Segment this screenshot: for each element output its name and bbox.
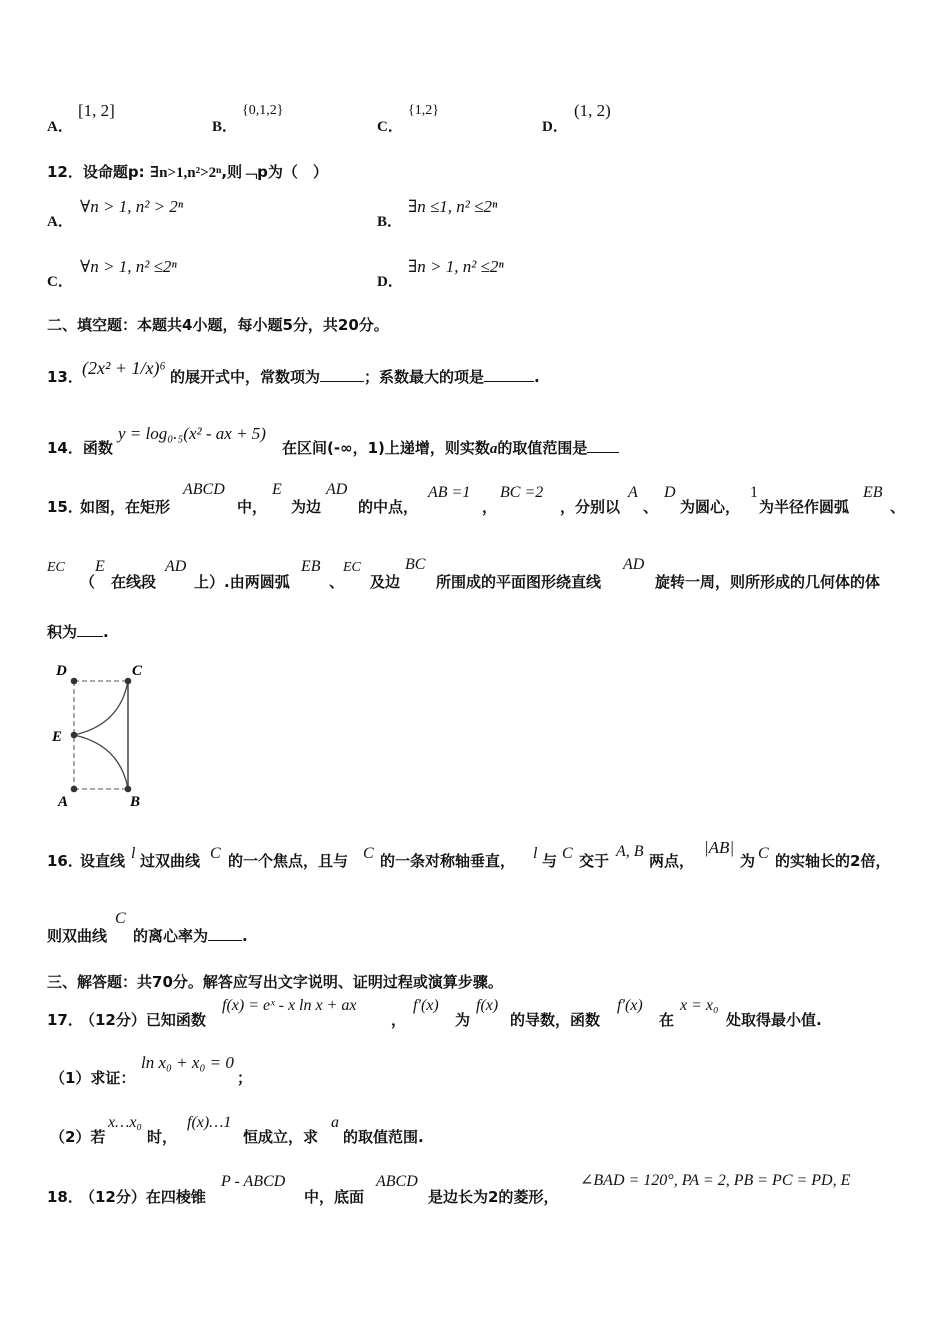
q16-line2 xyxy=(133,925,248,946)
q15-m1: ABCD xyxy=(183,481,225,498)
q18-number: 18． xyxy=(47,1188,83,1206)
point-c xyxy=(125,678,132,685)
q15-m11: A xyxy=(628,484,638,501)
q14-pre: 函数 xyxy=(82,439,113,457)
q15-l2-m2: E xyxy=(95,558,105,575)
q18-m5: ∠BAD = 120°, PA = 2, PB = PC = PD, E xyxy=(580,1172,851,1189)
q14-text xyxy=(282,437,619,458)
q17-t6: 的导数，函数 xyxy=(510,1011,601,1029)
q15-m3: E xyxy=(272,481,282,498)
q18-t4: 是边长为2的菱形， xyxy=(428,1188,559,1206)
q15-t16: 为半径作圆弧 xyxy=(759,498,850,516)
question-number: 12． xyxy=(47,163,83,181)
answer-blank xyxy=(320,367,364,382)
answer-blank xyxy=(208,926,242,941)
q17-part2-m1: x…x₀ xyxy=(108,1114,142,1131)
q13-text xyxy=(170,366,540,387)
q15-line3 xyxy=(47,621,109,642)
label-a: A xyxy=(58,794,69,810)
q16-line2-end: . xyxy=(242,927,248,945)
q12-condition: ∃n>1,n²>2ⁿ xyxy=(149,165,222,181)
q17-t8: 在 xyxy=(659,1011,675,1029)
q16-t4: 的一个焦点，且与 xyxy=(228,852,349,870)
point-d xyxy=(71,678,78,685)
q15-l2-m6: EB xyxy=(301,558,321,575)
q15-m17: EB xyxy=(863,484,883,501)
label-c: C xyxy=(132,663,143,679)
q15-figure xyxy=(48,656,158,816)
answer-blank xyxy=(587,438,619,453)
q17-m7: f′(x) xyxy=(617,997,643,1014)
q17-m9: x = x₀ xyxy=(680,997,719,1014)
q15-line3-end: . xyxy=(103,623,109,641)
q11-option-a xyxy=(47,115,73,136)
q12-stem-pre: 设命题p: xyxy=(82,163,150,181)
q16-t10: 交于 xyxy=(579,852,610,870)
q16-m11: A, B xyxy=(616,843,644,860)
q17-t10: 处取得最小值. xyxy=(726,1011,822,1029)
arc-ec xyxy=(74,681,128,735)
section2-heading: 二、填空题：本题共4小题，每小题5分，共20分。 xyxy=(47,316,389,334)
q13-text2: ；系数最大的项是 xyxy=(364,368,485,386)
q13-end: . xyxy=(534,368,540,386)
q17-m5: f(x) xyxy=(476,997,499,1014)
q14-var: a xyxy=(489,441,498,457)
q15-l2-m8: EC xyxy=(343,560,361,575)
q15-l2-t9: 及边 xyxy=(370,573,401,591)
q16-line2-var: C xyxy=(115,910,126,927)
q15-t8: ， xyxy=(482,498,498,516)
q17-part2-t4: 恒成立，求 xyxy=(243,1128,319,1146)
q18-m1: P - ABCD xyxy=(221,1173,286,1190)
q12-option-c-label: C． xyxy=(47,274,73,290)
q12-option-d-label: D． xyxy=(377,274,403,290)
q16-t16: 的实轴长的2倍， xyxy=(775,852,891,870)
section3-heading: 三、解答题：共70分。解答应写出文字说明、证明过程或演算步骤。 xyxy=(47,973,503,991)
q15-t10: ，分别以 xyxy=(560,498,621,516)
q16-m13: |AB| xyxy=(704,838,735,857)
q15-t2: 中， xyxy=(237,498,268,516)
q16-t8: 与 xyxy=(542,852,558,870)
q16-t2: 过双曲线 xyxy=(140,852,201,870)
q15-l2-t13: 旋转一周，则所形成的几何体的体 xyxy=(655,573,881,591)
q17-part1-expr: ln x₀ + x₀ = 0 xyxy=(141,1053,234,1072)
q17-m3: f′(x) xyxy=(413,997,439,1014)
q15-t12: 、 xyxy=(643,498,659,516)
point-a xyxy=(71,786,78,793)
q12-stem xyxy=(47,161,328,182)
q16-line2-text: 的离心率为 xyxy=(133,927,209,945)
q11-option-b xyxy=(212,115,237,136)
q16-m1: l xyxy=(131,845,136,862)
q12-option-a-label: A． xyxy=(47,214,73,230)
q16-t6: 的一条对称轴垂直， xyxy=(380,852,516,870)
option-label: C． xyxy=(377,119,403,135)
q18-m3: ABCD xyxy=(376,1173,418,1190)
q17-number: 17． xyxy=(47,1011,83,1029)
q16-t0: 设直线 xyxy=(80,852,126,870)
q15-l2-t5: 上）.由两圆弧 xyxy=(194,573,290,591)
q16-t12: 两点， xyxy=(649,852,695,870)
q14-line xyxy=(47,437,113,458)
q12-option-c-content: ∀n > 1, n² ≤2ⁿ xyxy=(80,257,177,276)
q18-t2: 中，底面 xyxy=(304,1188,365,1206)
answer-blank xyxy=(484,367,534,382)
q13-number: 13． xyxy=(47,368,83,386)
q13-text1: 的展开式中，常数项为 xyxy=(170,368,321,386)
q16-m3: C xyxy=(210,845,221,862)
q15-l2-t1: （ xyxy=(80,573,96,591)
point-b xyxy=(125,786,132,793)
q12-stem-post: ,则﹁p为（ ） xyxy=(221,163,328,181)
q15-t18: 、 xyxy=(890,498,906,516)
q12-option-a-content: ∀n > 1, n² > 2ⁿ xyxy=(80,197,184,216)
q15-t4: 为边 xyxy=(291,498,322,516)
q16-t14: 为 xyxy=(740,852,756,870)
q15-l2-m0: EC xyxy=(47,560,65,575)
q12-option-b-label: B． xyxy=(377,214,403,230)
q12-option-d-content: ∃n > 1, n² ≤2ⁿ xyxy=(408,257,504,276)
q17-part2-m3: f(x)…1 xyxy=(187,1114,232,1131)
q15-l2-t7: 、 xyxy=(329,573,345,591)
q15-m9: BC =2 xyxy=(500,484,544,501)
q15-m7: AB =1 xyxy=(428,484,471,501)
q15-t6: 的中点， xyxy=(358,498,419,516)
q17-t4: 为 xyxy=(455,1011,471,1029)
q16-m9: C xyxy=(562,845,573,862)
q17-part1-label: （1）求证： xyxy=(50,1069,136,1087)
q11-option-d-content: (1, 2) xyxy=(574,101,611,120)
q11-option-c-content: {1,2} xyxy=(408,103,439,118)
q15-m15: 1 xyxy=(750,484,758,501)
q17-t0: （12分）已知函数 xyxy=(80,1011,206,1029)
label-b: B xyxy=(130,794,141,810)
label-d: D xyxy=(56,663,67,679)
q15-l2-t3: 在线段 xyxy=(111,573,157,591)
question-number: 14． xyxy=(47,439,83,457)
q15-l2-t11: 所围成的平面图形绕直线 xyxy=(436,573,602,591)
q16-line2-pre: 则双曲线 xyxy=(47,927,108,945)
answer-blank xyxy=(77,622,103,637)
label-e: E xyxy=(52,729,63,745)
q14-text2: 的取值范围是 xyxy=(497,439,588,457)
q17-part2-t2: 时， xyxy=(147,1128,178,1146)
q15-l2-m12: AD xyxy=(623,556,645,573)
q15-number: 15． xyxy=(47,498,83,516)
option-label: B． xyxy=(212,119,238,135)
q11-option-b-content: {0,1,2} xyxy=(242,103,284,118)
option-label: A． xyxy=(47,119,73,135)
q11-option-d xyxy=(542,115,568,136)
q14-function: y = log₀.₅(x² - ax + 5) xyxy=(118,424,266,443)
q12-option-b-content: ∃n ≤1, n² ≤2ⁿ xyxy=(408,197,498,216)
q16-m7: l xyxy=(533,845,538,862)
q15-m5: AD xyxy=(326,481,348,498)
q17-part1-end: ； xyxy=(237,1069,253,1087)
q16-number: 16． xyxy=(47,852,83,870)
q17-part2-m5: a xyxy=(331,1114,339,1131)
q17-part2-label: （2）若 xyxy=(50,1128,106,1146)
q11-option-c xyxy=(377,115,403,136)
q17-t2: ， xyxy=(391,1011,407,1029)
q14-text1: 在区间(-∞，1)上递增，则实数 xyxy=(282,439,490,457)
arc-eb xyxy=(74,735,128,789)
q15-m13: D xyxy=(664,484,676,501)
option-label: D． xyxy=(542,119,568,135)
q15-l2-m4: AD xyxy=(165,558,187,575)
point-e xyxy=(71,732,78,739)
q16-m5: C xyxy=(363,845,374,862)
q11-option-a-content: [1, 2] xyxy=(78,101,115,120)
q15-l2-m10: BC xyxy=(405,556,426,573)
q15-t14: 为圆心， xyxy=(680,498,741,516)
q17-part2-t6: 的取值范围. xyxy=(343,1128,424,1146)
q18-t0: （12分）在四棱锥 xyxy=(80,1188,206,1206)
q15-t0: 如图，在矩形 xyxy=(80,498,171,516)
q17-m1: f(x) = eˣ - x ln x + ax xyxy=(222,997,357,1014)
q15-line3-text: 积为 xyxy=(47,623,78,641)
q16-m15: C xyxy=(758,845,769,862)
q13-expression: (2x² + 1/x)⁶ xyxy=(82,358,166,378)
